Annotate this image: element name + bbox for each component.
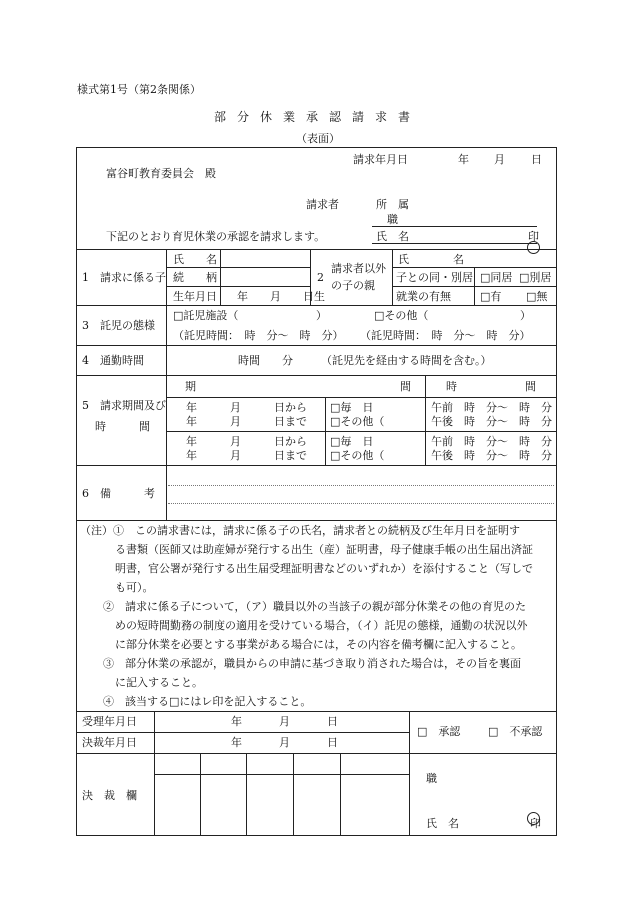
- s5-period-head-1: 期: [185, 380, 196, 393]
- divider: [154, 774, 409, 775]
- decided-date-label: 決裁年月日: [82, 736, 137, 749]
- form-number: 様式第1号（第2条関係）: [77, 83, 201, 96]
- remarks-dotted-line: [168, 503, 554, 504]
- divider: [392, 267, 557, 268]
- s5-row-time: 午後 時 分～ 時 分: [431, 449, 552, 462]
- s1-birth-label: 生年月日: [173, 290, 217, 303]
- remarks-dotted-line: [168, 485, 554, 486]
- divider: [166, 345, 167, 375]
- position-underline: [372, 226, 537, 227]
- request-statement: 下記のとおり育児休業の承認を請求します。: [106, 230, 326, 243]
- s2-name-label: 氏 名: [398, 253, 464, 266]
- s3-time-1: （託児時間： 時 分～ 時 分）: [173, 329, 344, 342]
- divider: [425, 375, 426, 465]
- s2-number: 2: [317, 271, 324, 284]
- bottom-position-label: 職: [426, 772, 437, 785]
- received-date-label: 受理年月日: [82, 715, 137, 728]
- s2-yes-option[interactable]: □有: [480, 290, 502, 303]
- note-line: めの短時間勤務の制度の適用を受けている場合，（イ）託児の態様，通勤の状況以外: [115, 619, 528, 632]
- divider: [392, 249, 393, 305]
- s5-row-time: 午前 時 分～ 時 分: [431, 401, 552, 414]
- divider: [166, 305, 167, 345]
- s3-other-option[interactable]: □その他（: [374, 309, 429, 322]
- s2-same-option[interactable]: □同居: [480, 271, 513, 284]
- s5-row-option[interactable]: □その他（: [330, 415, 385, 428]
- s3-label: 3 託児の態様: [82, 319, 155, 332]
- divider: [293, 753, 294, 836]
- s3-facility-option[interactable]: □託児施設（: [173, 309, 239, 322]
- note-line: （注）① この請求書には，請求に係る子の氏名，請求者との続柄及び生年月日を証明す: [80, 524, 520, 537]
- border-right: [556, 147, 557, 836]
- divider: [76, 249, 557, 250]
- divider: [76, 711, 557, 712]
- s5-label-line2: 時 間: [95, 420, 150, 433]
- divider: [166, 431, 557, 432]
- divider: [166, 397, 557, 398]
- s3-facility-close: ）: [316, 309, 327, 322]
- s5-row-date: 年 月 日から: [186, 435, 307, 448]
- disapprove-option[interactable]: □ 不承認: [488, 725, 543, 738]
- s1-birth-value: 年 月 日生: [237, 290, 325, 303]
- seal-mark: 印: [528, 230, 539, 243]
- decided-month: 月: [279, 736, 290, 749]
- s5-time-head-1: 時: [446, 380, 457, 393]
- divider: [409, 711, 410, 836]
- note-line: る書類（医師又は助産婦が発行する出生（産）証明書，母子健康手帳の出生届出済証: [115, 543, 533, 556]
- divider: [166, 249, 167, 305]
- border-bottom: [76, 835, 557, 836]
- s5-row-option[interactable]: □毎 日: [330, 435, 374, 448]
- divider: [246, 753, 247, 836]
- s4-value: 時間 分: [238, 354, 293, 367]
- s2-employment-label: 就業の有無: [396, 290, 451, 303]
- divider: [76, 465, 557, 466]
- bottom-seal-icon: [527, 812, 540, 825]
- s5-row-time: 午後 時 分～ 時 分: [431, 415, 552, 428]
- name-label: 氏 名: [376, 230, 409, 243]
- divider: [76, 375, 557, 376]
- addressee: 富谷町教育委員会 殿: [106, 167, 216, 180]
- note-line: 明書，官公署が発行する出生届受理証明書などのいずれか）を添付すること（写しで: [115, 562, 533, 575]
- s5-row-time: 午前 時 分～ 時 分: [431, 435, 552, 448]
- decided-year: 年: [231, 736, 242, 749]
- s4-note: （託児先を経由する時間を含む。）: [321, 354, 492, 367]
- s5-row-date: 年 月 日から: [186, 401, 307, 414]
- s5-period-head-2: 間: [400, 380, 411, 393]
- border-top: [76, 147, 557, 148]
- divider: [166, 286, 310, 287]
- s5-label-line1: 5 請求期間及び: [82, 399, 166, 412]
- note-line: に部分休業を必要とする事業がある場合には，その内容を備考欄に記入すること。: [115, 638, 522, 651]
- note-line: ④ 該当する□にはレ印を記入すること。: [103, 695, 312, 708]
- requester-label: 請求者: [306, 198, 339, 211]
- note-line: も可）。: [115, 581, 154, 594]
- bottom-name-label: 氏 名: [426, 817, 459, 830]
- affiliation-label: 所 属: [376, 198, 409, 211]
- position-label: 職: [387, 213, 398, 226]
- decided-day: 日: [327, 736, 338, 749]
- s1-label: 1 請求に係る子: [82, 271, 166, 284]
- divider: [220, 249, 221, 305]
- received-year: 年: [231, 715, 242, 728]
- divider: [392, 286, 557, 287]
- divider: [200, 753, 201, 836]
- request-year: 年: [458, 153, 469, 166]
- s2-label-line2: の子の親: [331, 279, 375, 292]
- form-title: 部分休業承認請求書: [214, 110, 422, 124]
- s3-other-close: ）: [520, 309, 531, 322]
- bottom-seal-mark: 印: [530, 817, 541, 830]
- request-month: 月: [494, 153, 505, 166]
- s6-label: 6 備 考: [82, 487, 155, 500]
- received-month: 月: [279, 715, 290, 728]
- received-day: 日: [327, 715, 338, 728]
- divider: [166, 375, 167, 465]
- s1-relation-label: 続 柄: [173, 271, 217, 284]
- name-underline: [372, 243, 537, 244]
- approval-column-label: 決 裁 欄: [82, 789, 137, 802]
- s5-row-date: 年 月 日まで: [186, 415, 307, 428]
- form-side-label: （表面）: [296, 132, 340, 145]
- s2-no-option[interactable]: □無: [526, 290, 548, 303]
- s2-label-line1: 請求者以外: [331, 262, 386, 275]
- s2-separate-option[interactable]: □別居: [519, 271, 552, 284]
- divider: [340, 753, 341, 836]
- note-line: ② 請求に係る子について，（ア）職員以外の当該子の親が部分休業その他の育児のた: [103, 600, 527, 613]
- s1-name-label: 氏 名: [173, 253, 217, 266]
- note-line: ③ 部分休業の承認が，職員からの申請に基づき取り消された場合は，その旨を裏面: [103, 657, 521, 670]
- divider: [166, 465, 167, 520]
- s4-label: 4 通勤時間: [82, 354, 144, 367]
- request-date-label: 請求年月日: [353, 153, 408, 166]
- divider: [76, 732, 409, 733]
- divider: [76, 520, 557, 521]
- divider: [76, 753, 557, 754]
- s5-row-option[interactable]: □毎 日: [330, 401, 374, 414]
- divider: [76, 345, 557, 346]
- s5-row-option[interactable]: □その他（: [330, 449, 385, 462]
- approve-option[interactable]: □ 承認: [417, 725, 461, 738]
- request-day: 日: [531, 153, 542, 166]
- divider: [166, 267, 310, 268]
- s3-time-2: （託児時間： 時 分～ 時 分）: [360, 329, 531, 342]
- s2-together-label: 子との同・別居: [396, 271, 473, 284]
- divider: [76, 305, 557, 306]
- s5-time-head-2: 間: [525, 380, 536, 393]
- s5-row-date: 年 月 日まで: [186, 449, 307, 462]
- note-line: に記入すること。: [115, 676, 203, 689]
